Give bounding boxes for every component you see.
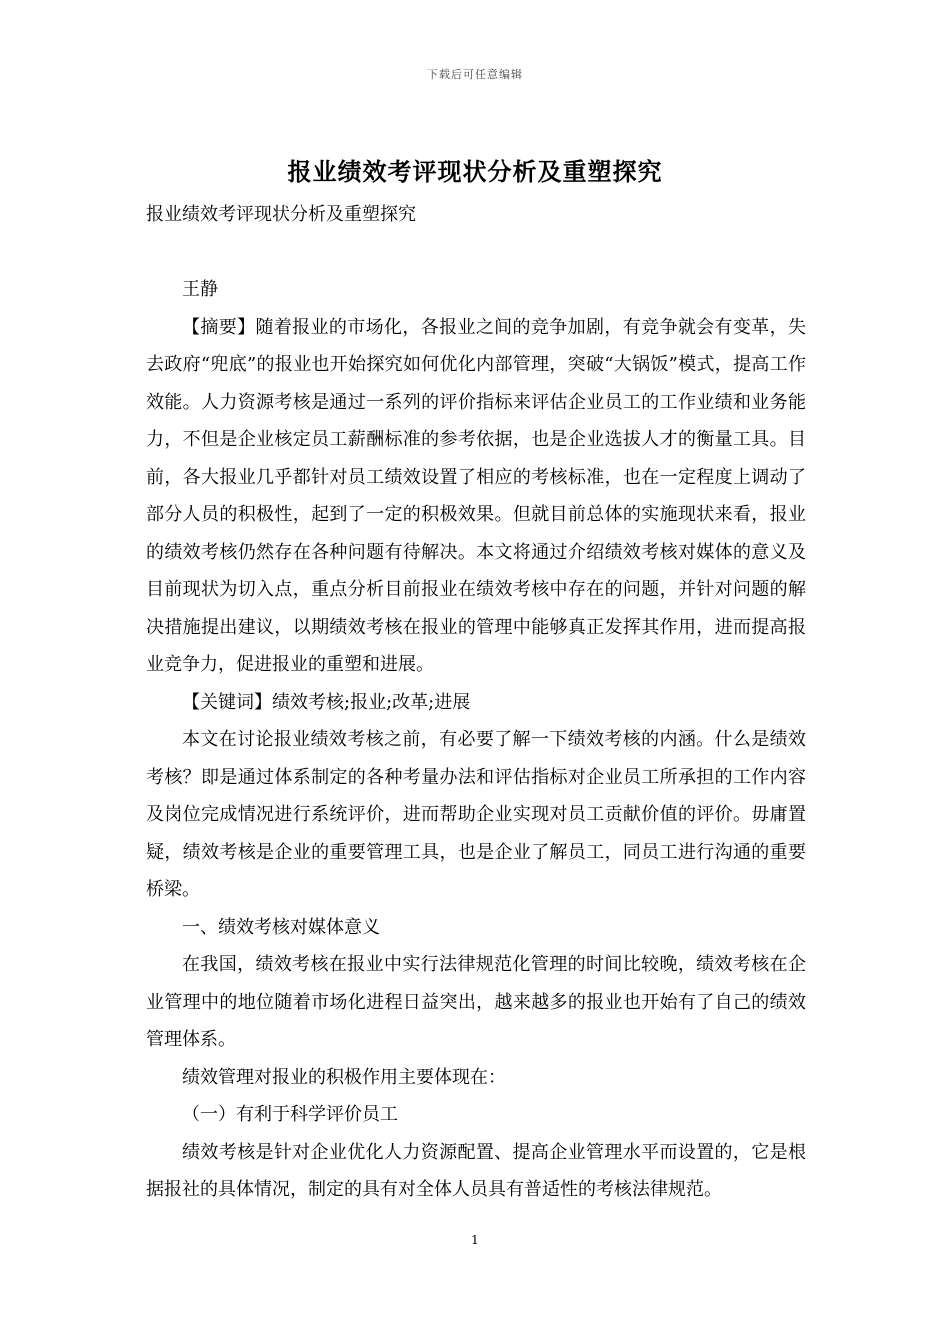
body-paragraph: 在我国，绩效考核在报业中实行法律规范化管理的时间比较晚，绩效考核在企业管理中的地位随着市场化进程日益突出，越来越多的报业也开始有了自己的绩效管理体系。 (146, 954, 806, 1050)
intro-paragraph: 本文在讨论报业绩效考核之前，有必要了解一下绩效考核的内涵。什么是绩效考核？即是通过体系制定的各种考量办法和评估指标对企业员工所承担的工作内容及岗位完成情况进行系统评价，进而帮助企业实现对员工贡献价值的评价。毋庸置疑，绩效考核是企业的重要管理工具，也是企业了解员工，同员工进行沟通的重要桥梁。 (146, 729, 806, 900)
abstract-paragraph: 【摘要】随着报业的市场化，各报业之间的竞争加剧，有竞争就会有变革，失去政府“兜底”的报业也开始探究如何优化内部管理，突破“大锅饭”模式，提高工作效能。人力资源考核是通过一系列的评价指标来评估企业员工的工作业绩和业务能力，不但是企业核定员工薪酬标准的参考依据，也是企业选拔人才的衡量工具。目前，各大报业几乎都针对员工绩效设置了相应的考核标准，也在一定程度上调动了部分人员的积极性，起到了一定的积极效果。但就目前总体的实施现状来看，报业的绩效考核仍然存在各种问题有待解决。本文将通过介绍绩效考核对媒体的意义及目前现状为切入点，重点分析目前报业在绩效考核中存在的问题，并针对问题的解决措施提出建议，以期绩效考核在报业的管理中能够真正发挥其作用，进而提高报业竞争力，促进报业的重塑和进展。 (146, 316, 806, 675)
body-paragraph: 绩效考核是针对企业优化人力资源配置、提高企业管理水平而设置的，它是根据报社的具体情况，制定的具有对全体人员具有普适性的考核法律规范。 (146, 1141, 806, 1200)
section-heading: 一、绩效考核对媒体意义 (182, 916, 380, 938)
document-body (146, 196, 806, 1209)
page-number: 1 (471, 1233, 479, 1247)
document-subtitle: 报业绩效考评现状分析及重塑探究 (146, 204, 416, 225)
page-header-note: 下载后可任意编辑 (427, 68, 523, 81)
subsection-heading: （一）有利于科学评价员工 (182, 1104, 398, 1125)
keywords-paragraph: 【关键词】绩效考核;报业;改革;进展 (182, 691, 471, 713)
body-paragraph: 绩效管理对报业的积极作用主要体现在： (182, 1066, 506, 1088)
author-name: 王静 (182, 279, 218, 300)
document-title: 报业绩效考评现状分析及重塑探究 (287, 157, 663, 186)
